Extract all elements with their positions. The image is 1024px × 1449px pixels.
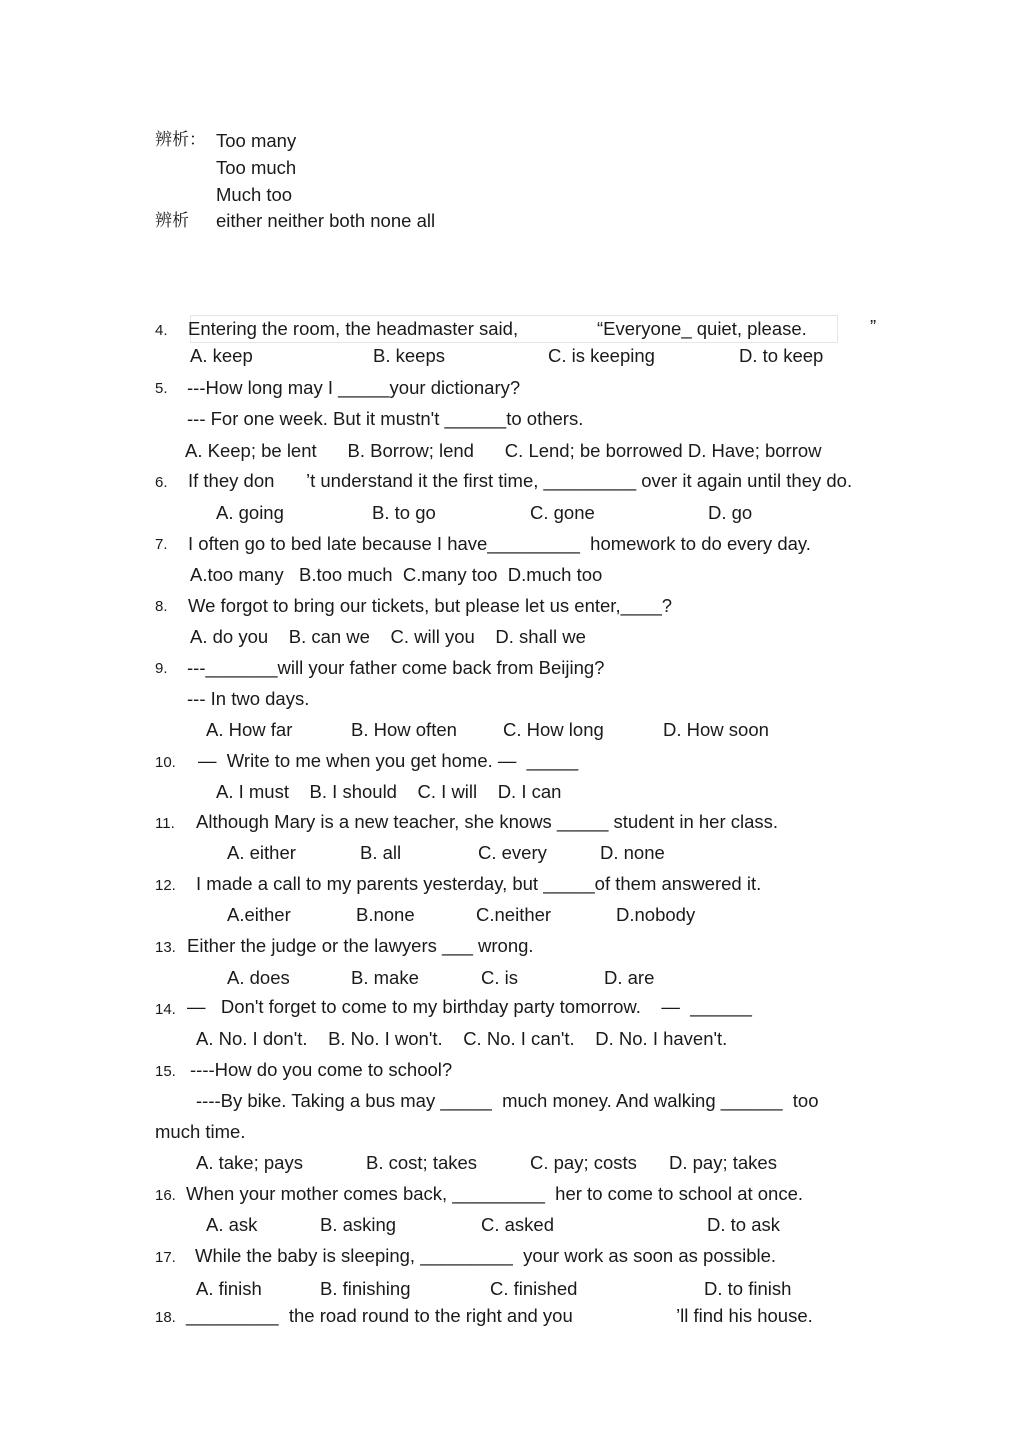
q11-option-d: D. none [600, 842, 665, 863]
q10-options: A. I must B. I should C. I will D. I can [216, 781, 562, 802]
q16-option-b: B. asking [320, 1214, 397, 1235]
phrase-too-many: Too many [216, 130, 297, 151]
q13-option-a: A. does [227, 967, 290, 988]
q5-number: 5. [155, 380, 168, 397]
q12-option-d: D.nobody [616, 904, 696, 925]
q4-option-c: C. is keeping [548, 345, 655, 366]
q5-options: A. Keep; be lent B. Borrow; lend C. Lend; be borrowed D. Have; borrow [185, 440, 822, 461]
q4-option-d: D. to keep [739, 345, 824, 366]
q9-option-c: C. How long [503, 719, 604, 740]
q9-option-d: D. How soon [663, 719, 769, 740]
q18-number: 18. [155, 1309, 176, 1326]
q13-stem: Either the judge or the lawyers ___ wrong. [187, 935, 534, 956]
q8-options: A. do you B. can we C. will you D. shall we [190, 626, 586, 647]
q13-option-c: C. is [481, 967, 518, 988]
q9-line-2: --- In two days. [187, 688, 310, 709]
q9-line-1: ---_______will your father come back from Beijing? [187, 657, 605, 678]
q17-option-c: C. finished [490, 1278, 578, 1299]
q15-line-2: ----By bike. Taking a bus may _____ much money. And walking ______ too [196, 1090, 819, 1111]
phrase-much-too: Much too [216, 184, 293, 205]
q5-line-2: --- For one week. But it mustn't ______to others. [187, 408, 584, 429]
q11-option-b: B. all [360, 842, 402, 863]
q4-option-a: A. keep [190, 345, 253, 366]
q12-number: 12. [155, 877, 176, 894]
q4-stem-a: Entering the room, the headmaster said, [188, 318, 519, 339]
q16-option-d: D. to ask [707, 1214, 780, 1235]
q6-number: 6. [155, 474, 168, 491]
pronoun-list: either neither both none all [216, 210, 436, 231]
q13-number: 13. [155, 939, 176, 956]
bianxi-label-2: 辨析 [155, 211, 189, 231]
q4-option-b: B. keeps [373, 345, 445, 366]
q8-stem: We forgot to bring our tickets, but please let us enter,____? [188, 595, 673, 616]
q9-option-b: B. How often [351, 719, 457, 740]
q8-number: 8. [155, 598, 168, 615]
q15-option-b: B. cost; takes [366, 1152, 478, 1173]
q14-stem: — Don't forget to come to my birthday party tomorrow. — ______ [187, 996, 752, 1017]
q11-number: 11. [155, 815, 175, 832]
q17-option-b: B. finishing [320, 1278, 411, 1299]
q12-option-b: B.none [356, 904, 415, 925]
q6-stem-b: ’t understand it the first time, _________ over it again until they do. [306, 470, 853, 491]
q16-number: 16. [155, 1187, 176, 1204]
q16-stem: When your mother comes back, _________ her to come to school at once. [186, 1183, 804, 1204]
q9-number: 9. [155, 660, 168, 677]
q17-option-d: D. to finish [704, 1278, 792, 1299]
q13-option-b: B. make [351, 967, 419, 988]
phrase-too-much: Too much [216, 157, 297, 178]
q6-stem-a: If they don [188, 470, 275, 491]
q15-option-d: D. pay; takes [669, 1152, 777, 1173]
q12-stem: I made a call to my parents yesterday, but _____of them answered it. [196, 873, 762, 894]
q7-stem: I often go to bed late because I have_________ homework to do every day. [188, 533, 811, 554]
q11-option-a: A. either [227, 842, 296, 863]
q6-option-a: A. going [216, 502, 284, 523]
q4-number: 4. [155, 322, 168, 339]
q15-number: 15. [155, 1063, 176, 1080]
q4-stem-c: ” [870, 316, 877, 337]
q17-option-a: A. finish [196, 1278, 262, 1299]
q16-option-c: C. asked [481, 1214, 555, 1235]
q15-option-c: C. pay; costs [530, 1152, 637, 1173]
q12-option-c: C.neither [476, 904, 552, 925]
q13-option-d: D. are [604, 967, 655, 988]
q15-line-1: ----How do you come to school? [190, 1059, 453, 1080]
q16-option-a: A. ask [206, 1214, 258, 1235]
q18-stem-b: ’ll find his house. [676, 1305, 813, 1326]
q10-number: 10. [155, 754, 176, 771]
q4-stem-b: “Everyone_ quiet, please. [597, 318, 807, 339]
q10-stem: — Write to me when you get home. — _____ [198, 750, 579, 771]
q14-options: A. No. I don't. B. No. I won't. C. No. I can't. D. No. I haven't. [196, 1028, 728, 1049]
q11-option-c: C. every [478, 842, 547, 863]
q12-option-a: A.either [227, 904, 291, 925]
q6-option-c: C. gone [530, 502, 595, 523]
q17-number: 17. [155, 1249, 176, 1266]
q15-option-a: A. take; pays [196, 1152, 303, 1173]
bianxi-label-1: 辨析： [155, 130, 206, 150]
q11-stem: Although Mary is a new teacher, she knows _____ student in her class. [196, 811, 779, 832]
q14-number: 14. [155, 1001, 176, 1018]
q7-options: A.too many B.too much C.many too D.much too [190, 564, 603, 585]
q17-stem: While the baby is sleeping, _________ your work as soon as possible. [195, 1245, 777, 1266]
q5-line-1: ---How long may I _____your dictionary? [187, 377, 521, 398]
q15-line-3: much time. [155, 1121, 246, 1142]
q6-option-d: D. go [708, 502, 753, 523]
q6-option-b: B. to go [372, 502, 436, 523]
q18-stem-a: _________ the road round to the right and you [186, 1305, 573, 1326]
q7-number: 7. [155, 536, 168, 553]
q9-option-a: A. How far [206, 719, 293, 740]
